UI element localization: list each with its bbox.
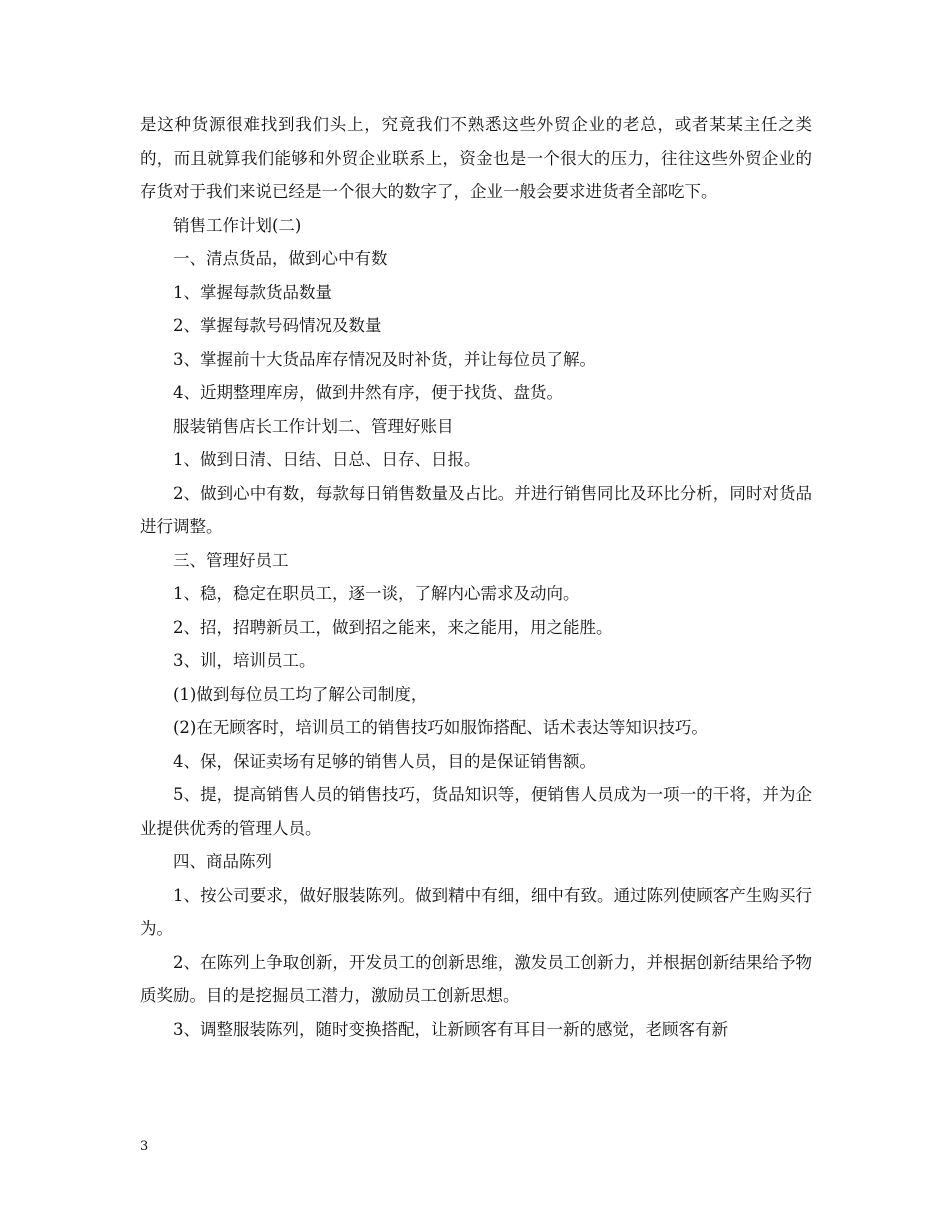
section-heading: 服装销售店长工作计划二、管理好账目 <box>173 416 454 436</box>
list-item: 3、调整服装陈列，随时变换搭配，让新顾客有耳目一新的感觉，老顾客有新 <box>173 1019 728 1039</box>
list-item: 3、训，培训员工。 <box>173 651 316 670</box>
section-heading: 一、清点货品，做到心中有数 <box>173 249 388 268</box>
list-item: 1、稳，稳定在职员工，逐一谈，了解内心需求及动向。 <box>173 584 580 603</box>
paragraph: 是这种货源很难找到我们头上，究竟我们不熟悉这些外贸企业的老总，或者某某主任之类的，而且就算我们能够和外贸企业联系上，资金也是一个很大的压力，往往这些外贸企业的存货对于我们来说已经是一个很大的数字了，企业一般会要求进货者全部吃下。 <box>140 115 812 201</box>
section-heading: 四、商品陈列 <box>173 852 272 871</box>
list-item: 5、提，提高销售人员的销售技巧，货品知识等，便销售人员成为一项一的干将，并为企业提供优秀的管理人员。 <box>140 785 812 838</box>
page-number: 3 <box>140 1139 149 1154</box>
document-body <box>140 108 812 1046</box>
section-heading: 三、管理好员工 <box>173 550 289 570</box>
list-item: 2、在陈列上争取创新，开发员工的创新思维，激发员工创新力，并根据创新结果给予物质奖励。目的是挖掘员工潜力，激励员工创新思想。 <box>140 952 812 1005</box>
sub-list-item: (1)做到每位员工均了解公司制度， <box>173 684 428 704</box>
list-item: 1、按公司要求，做好服装陈列。做到精中有细，细中有致。通过陈列使顾客产生购买行为。 <box>140 885 812 938</box>
list-item: 4、近期整理库房，做到井然有序，便于找货、盘货。 <box>173 383 563 402</box>
list-item: 3、掌握前十大货品库存情况及时补货，并让每位员了解。 <box>173 349 596 369</box>
list-item: 1、掌握每款货品数量 <box>173 282 332 302</box>
sub-list-item: (2)在无顾客时，培训员工的销售技巧如服饰搭配、话术表达等知识技巧。 <box>173 718 708 737</box>
list-item: 1、做到日清、日结、日总、日存、日报。 <box>173 450 481 469</box>
list-item: 4、保，保证卖场有足够的销售人员，目的是保证销售额。 <box>173 751 596 771</box>
section-title: 销售工作计划(二) <box>173 215 302 235</box>
list-item: 2、做到心中有数，每款每日销售数量及占比。并进行销售同比及环比分析，同时对货品进行调整。 <box>140 483 812 536</box>
list-item: 2、招，招聘新员工，做到招之能来，来之能用，用之能胜。 <box>173 617 613 637</box>
list-item: 2、掌握每款号码情况及数量 <box>173 316 382 335</box>
